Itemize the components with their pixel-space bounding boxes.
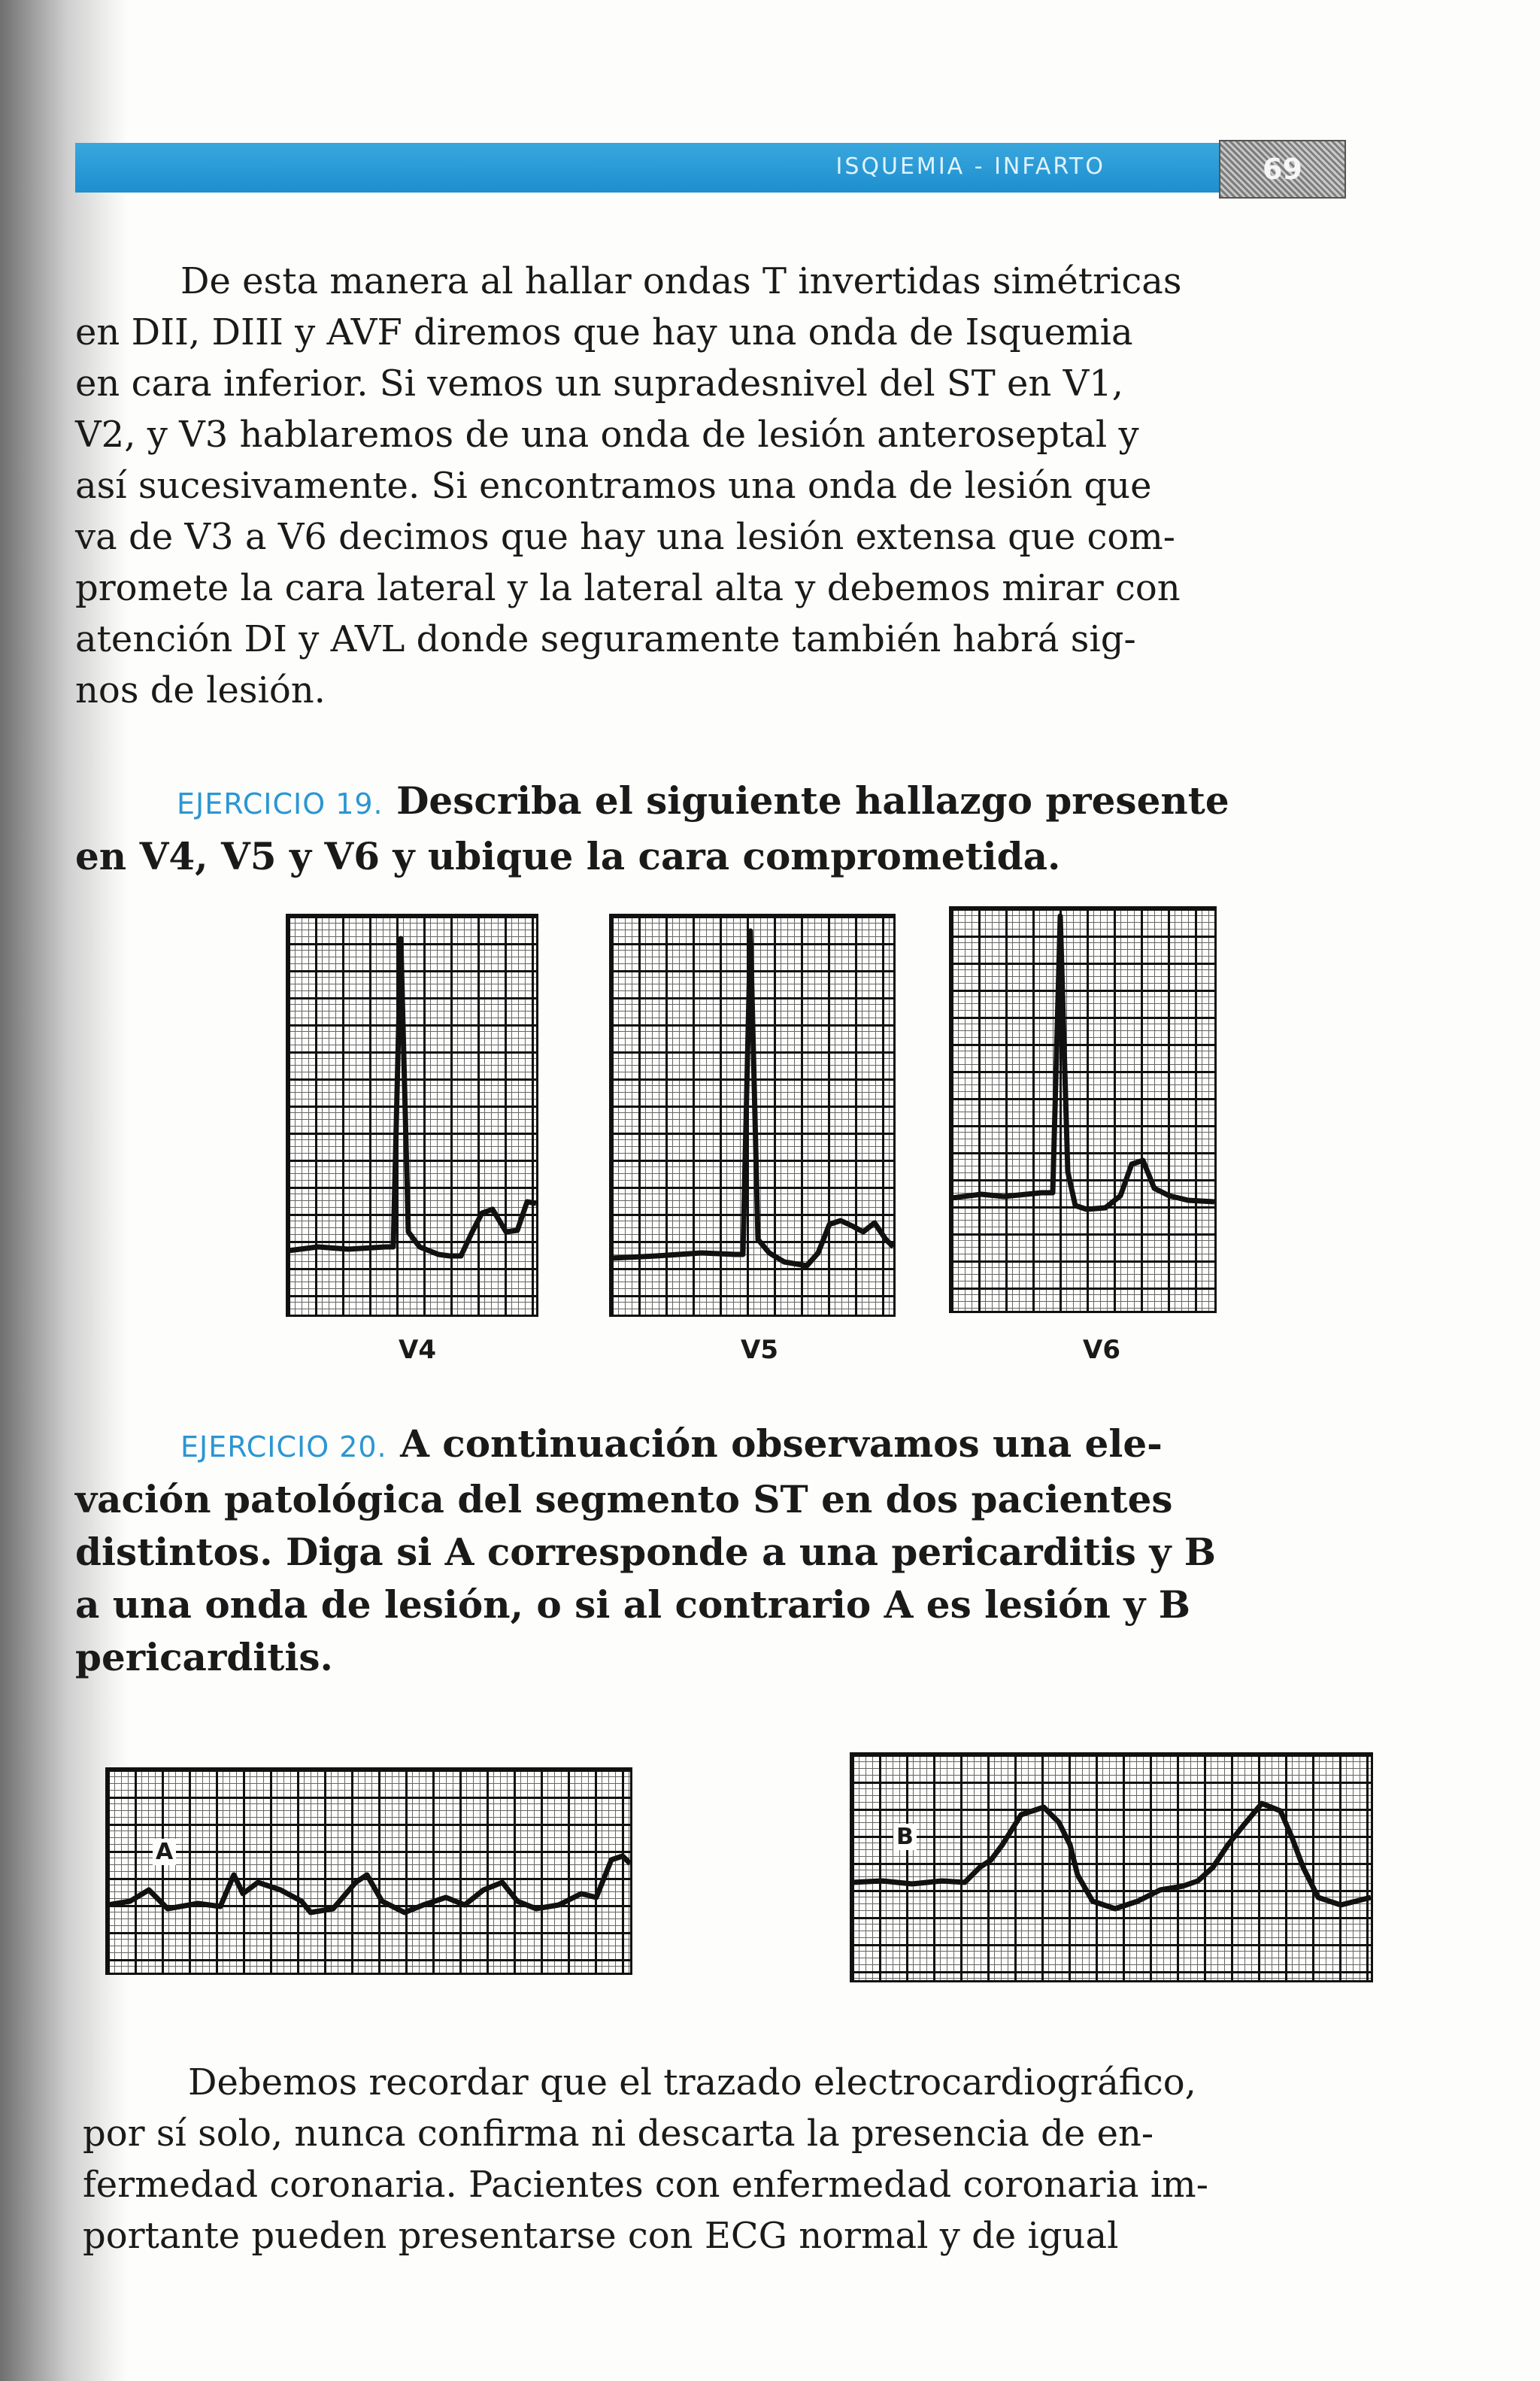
exercise-19-label: EJERCICIO 19. (177, 787, 383, 820)
text-line: pericarditis. (75, 1635, 333, 1679)
lead-label-v6: V6 (1083, 1335, 1120, 1365)
text-line: por sí solo, nunca confirma ni descarta la presencia de en- (83, 2113, 1154, 2155)
text-line: en DII, DIII y AVF diremos que hay una onda de Isquemia (75, 311, 1133, 353)
text-line: Describa el siguiente hallazgo presente (396, 778, 1229, 823)
ecg-panel-v4 (286, 914, 538, 1317)
chapter-title: ISQUEMIA - INFARTO (835, 153, 1105, 180)
text-line: así sucesivamente. Si encontramos una onda de lesión que (75, 465, 1152, 507)
ecg-panel-v6 (949, 906, 1217, 1313)
ecg-trace-v6 (951, 908, 1214, 1311)
text-line: fermedad coronaria. Pacientes con enfermedad coronaria im- (83, 2164, 1208, 2206)
ecg-trace-b (852, 1755, 1371, 1980)
page-number: 69 (1219, 140, 1346, 199)
text-line: a una onda de lesión, o si al contrario A es lesión y B (75, 1582, 1190, 1627)
text-line: distintos. Diga si A corresponde a una pericarditis y B (75, 1530, 1217, 1574)
text-line: portante pueden presentarse con ECG normal y de igual (83, 2215, 1119, 2257)
text-line: atención DI y AVL donde seguramente también habrá sig- (75, 618, 1136, 660)
ecg-strip-a (105, 1767, 632, 1975)
text-line: en V4, V5 y V6 y ubique la cara comprometida. (75, 834, 1061, 878)
chapter-header-bar (75, 143, 1302, 193)
exercise-20-label: EJERCICIO 20. (180, 1430, 387, 1463)
exercise-19 (75, 775, 1369, 883)
ecg-panel-v5 (609, 914, 896, 1317)
text-line: va de V3 a V6 decimos que hay una lesión extensa que com- (75, 516, 1175, 558)
text-line: vación patológica del segmento ST en dos pacientes (75, 1477, 1173, 1521)
exercise-20 (75, 1418, 1376, 1684)
text-line: Debemos recordar que el trazado electrocardiográfico, (188, 2061, 1196, 2103)
ecg-trace-v5 (611, 916, 893, 1315)
text-line: A continuación observamos una ele- (400, 1421, 1163, 1466)
strip-a-label: A (153, 1839, 176, 1865)
intro-paragraph (75, 256, 1369, 716)
text-line: De esta manera al hallar ondas T invertidas simétricas (180, 260, 1182, 302)
text-line: en cara inferior. Si vemos un supradesnivel del ST en V1, (75, 362, 1124, 405)
closing-paragraph (83, 2057, 1387, 2261)
ecg-trace-v4 (288, 916, 536, 1315)
lead-label-v5: V5 (741, 1335, 778, 1365)
ecg-strip-b (850, 1752, 1373, 1982)
text-line: promete la cara lateral y la lateral alta y debemos mirar con (75, 567, 1181, 609)
strip-b-label: B (893, 1824, 917, 1850)
text-line: V2, y V3 hablaremos de una onda de lesión anteroseptal y (75, 414, 1139, 456)
ecg-trace-a (108, 1770, 630, 1973)
lead-label-v4: V4 (399, 1335, 436, 1365)
text-line: nos de lesión. (75, 669, 326, 711)
